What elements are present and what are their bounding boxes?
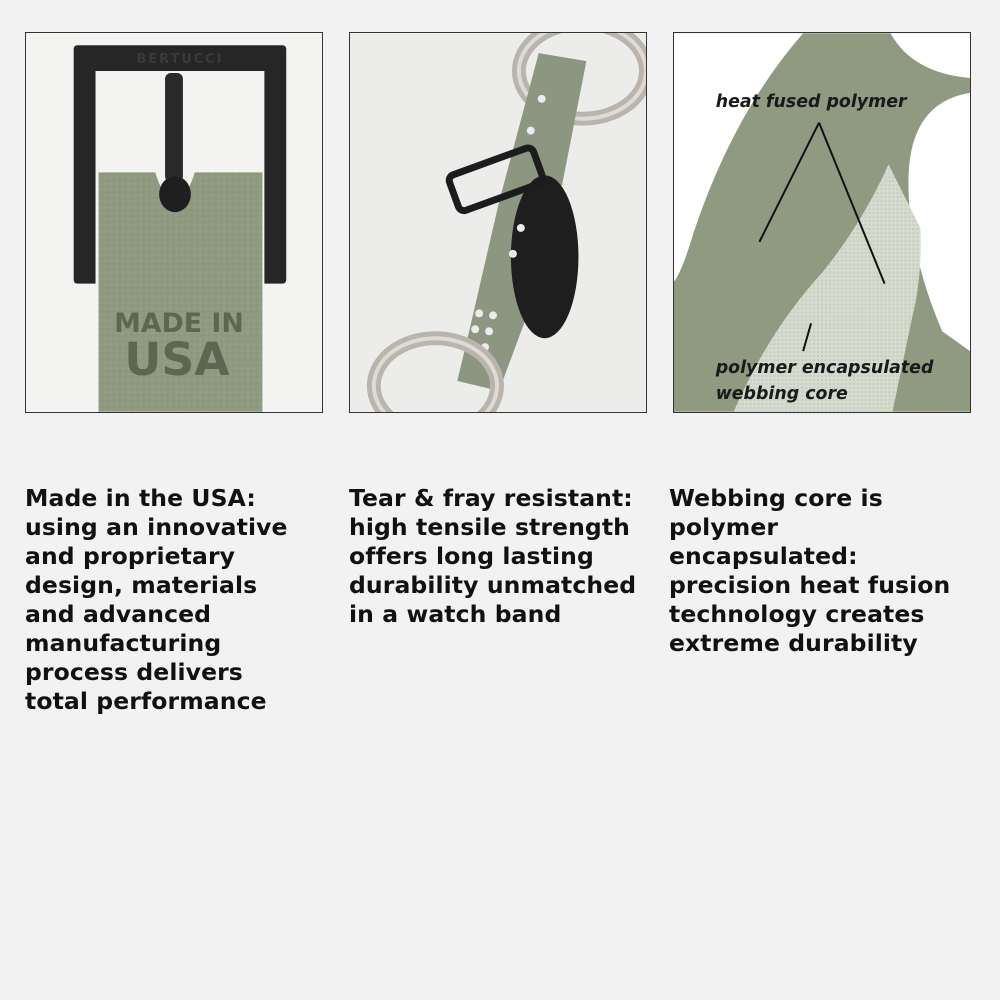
watch-case — [511, 175, 579, 338]
caption-line: process delivers — [25, 658, 243, 686]
caption-line: durability unmatched — [349, 571, 637, 599]
caption-line: Made in the USA: — [25, 484, 256, 512]
caption-line: Webbing core is — [669, 484, 883, 512]
caption-line: Tear & fray resistant: — [349, 484, 633, 512]
caption-line: and proprietary — [25, 542, 236, 570]
caption-line: polymer — [669, 513, 779, 541]
caption-line: technology creates — [669, 600, 925, 628]
caption-line: and advanced — [25, 600, 212, 628]
stamp-usa: USA — [124, 332, 230, 386]
webbing-core-diagram — [673, 32, 971, 413]
caption-line: offers long lasting — [349, 542, 594, 570]
buckle-engraving: BERTUCCI — [136, 52, 224, 68]
caption-line: in a watch band — [349, 600, 562, 628]
caption-line: encapsulated: — [669, 542, 858, 570]
caption-line: using an innovative — [25, 513, 288, 541]
caption-webbing-core — [669, 484, 969, 658]
caption-line: design, materials — [25, 571, 258, 599]
caption-line: manufacturing — [25, 629, 222, 657]
label-polymer-encapsulated: polymer encapsulated — [715, 357, 934, 378]
label-heat-fused-polymer: heat fused polymer — [715, 91, 907, 112]
caption-made-in-usa — [25, 484, 325, 716]
tear-fray-image — [349, 32, 647, 413]
caption-line: extreme durability — [669, 629, 918, 657]
label-webbing-core: webbing core — [715, 383, 848, 404]
caption-tear-fray — [349, 484, 649, 629]
caption-line: precision heat fusion — [669, 571, 951, 599]
caption-line: high tensile strength — [349, 513, 631, 541]
made-in-usa-image — [25, 32, 323, 413]
stamp-made-in: MADE IN — [114, 308, 244, 340]
caption-line: total performance — [25, 687, 267, 715]
